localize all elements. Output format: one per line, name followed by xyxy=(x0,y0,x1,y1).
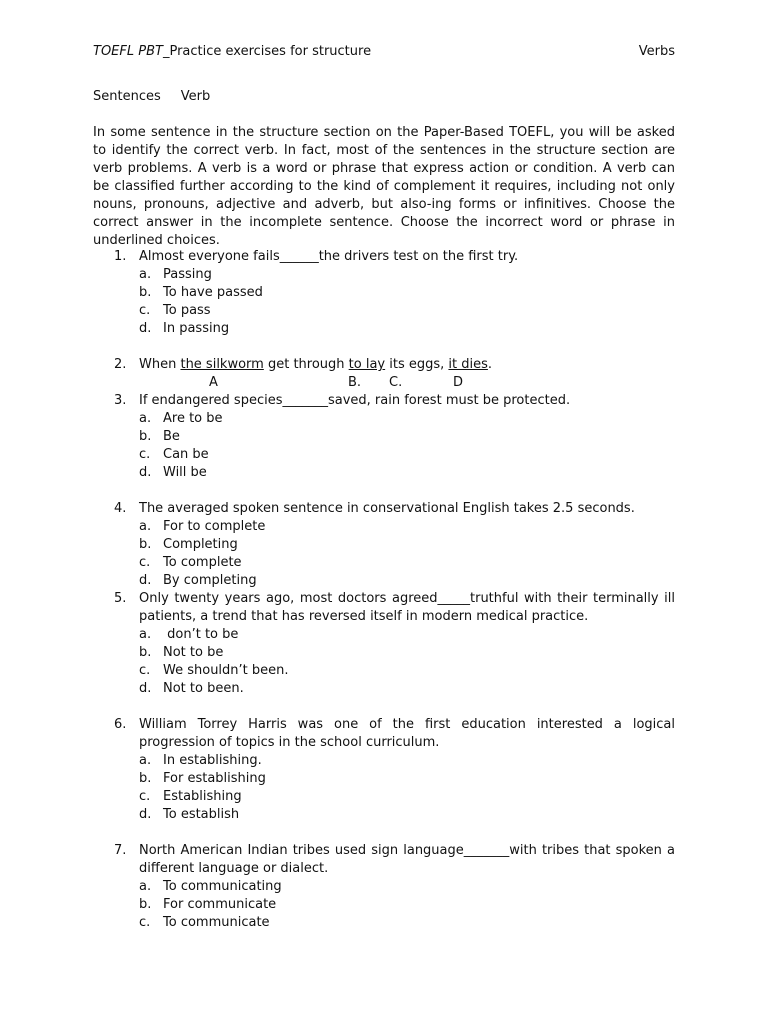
option-text: Establishing xyxy=(163,789,242,804)
question-number: 4. xyxy=(114,501,127,516)
question-3 xyxy=(114,392,675,482)
choice-letter-a: A xyxy=(209,375,218,390)
question-7 xyxy=(114,842,675,932)
option-text: don’t to be xyxy=(163,627,239,642)
option-text: Not to been. xyxy=(163,681,244,696)
option-c xyxy=(139,662,675,680)
option-list xyxy=(139,626,675,698)
option-b xyxy=(139,428,675,446)
question-text: If endangered species_______saved, rain forest must be protected. xyxy=(139,393,571,408)
question-text: Almost everyone fails______the drivers test on the first try. xyxy=(139,249,519,264)
option-letter: d. xyxy=(139,321,152,336)
text-part: its eggs, xyxy=(385,357,449,372)
option-d xyxy=(139,572,675,590)
question-number: 6. xyxy=(114,717,127,732)
spacer xyxy=(0,824,768,842)
header-title-italic: TOEFL PBT xyxy=(93,44,163,59)
option-text: In passing xyxy=(163,321,230,336)
text-part: . xyxy=(487,357,493,372)
option-letter: a. xyxy=(139,879,152,894)
option-a xyxy=(139,626,675,644)
option-c xyxy=(139,788,675,806)
question-4 xyxy=(114,500,675,590)
option-a xyxy=(139,878,675,896)
option-a xyxy=(139,518,675,536)
option-list xyxy=(139,410,675,482)
choice-letters-row xyxy=(139,374,675,392)
option-letter: c. xyxy=(139,447,151,462)
option-letter: b. xyxy=(139,771,152,786)
option-letter: b. xyxy=(139,285,152,300)
option-text: To pass xyxy=(163,303,211,318)
option-list xyxy=(139,752,675,824)
option-letter: d. xyxy=(139,681,152,696)
option-text: Completing xyxy=(163,537,238,552)
question-number: 2. xyxy=(114,357,127,372)
option-letter: b. xyxy=(139,897,152,912)
option-c xyxy=(139,914,675,932)
choice-letter-b: B. xyxy=(348,375,362,390)
option-text: Be xyxy=(163,429,180,444)
option-letter: a. xyxy=(139,627,152,642)
header-title xyxy=(93,44,371,59)
question-number: 1. xyxy=(114,249,127,264)
option-letter: a. xyxy=(139,519,152,534)
question-6 xyxy=(114,716,675,824)
question-number: 3. xyxy=(114,393,127,408)
option-letter: d. xyxy=(139,807,152,822)
subheading xyxy=(93,89,210,104)
question-text: North American Indian tribes used sign language_______with tribes that spoken a different language or dialect. xyxy=(139,843,675,876)
option-d xyxy=(139,806,675,824)
option-text: Will be xyxy=(163,465,207,480)
option-text: To complete xyxy=(163,555,242,570)
option-list xyxy=(139,518,675,590)
option-letter: a. xyxy=(139,267,152,282)
option-b xyxy=(139,284,675,302)
option-c xyxy=(139,302,675,320)
option-text: For communicate xyxy=(163,897,277,912)
option-text: To communicating xyxy=(163,879,282,894)
option-letter: b. xyxy=(139,429,152,444)
question-list xyxy=(0,248,768,932)
option-c xyxy=(139,554,675,572)
option-d xyxy=(139,464,675,482)
option-text: To have passed xyxy=(163,285,263,300)
option-d xyxy=(139,320,675,338)
choice-letter-d: D xyxy=(453,375,464,390)
option-text: For to complete xyxy=(163,519,266,534)
option-letter: c. xyxy=(139,555,151,570)
option-text: By completing xyxy=(163,573,257,588)
question-2 xyxy=(114,356,675,392)
option-a xyxy=(139,266,675,284)
option-a xyxy=(139,752,675,770)
question-number: 7. xyxy=(114,843,127,858)
spacer xyxy=(0,698,768,716)
text-part: get through xyxy=(263,357,349,372)
option-letter: c. xyxy=(139,789,151,804)
underlined-choice-a: the silkworm xyxy=(180,357,264,372)
header-topic: Verbs xyxy=(638,44,675,59)
option-letter: b. xyxy=(139,537,152,552)
underlined-choice-c: it dies xyxy=(448,357,488,372)
option-letter: b. xyxy=(139,645,152,660)
intro-paragraph: In some sentence in the structure section on the Paper-Based TOEFL, you will be asked to identify the correct verb. In fact, most of the sentences in the structure section are verb problems. A verb is a word or phrase that express action or condition. A verb can be classified further according to the kind of complement it requires, including not only nouns, pronouns, adjective and adverb, but also-ing forms or infinitives. Choose the correct answer in the incomplete sentence. Choose the incorrect word or phrase in underlined choices. xyxy=(93,125,675,248)
subheading-col1: Sentences xyxy=(93,89,161,104)
option-text: We shouldn’t been. xyxy=(163,663,289,678)
option-b xyxy=(139,536,675,554)
option-text: Passing xyxy=(163,267,212,282)
option-list xyxy=(139,266,675,338)
option-d xyxy=(139,680,675,698)
option-letter: a. xyxy=(139,411,152,426)
header-title-rest: _Practice exercises for structure xyxy=(162,44,372,59)
text-part: When xyxy=(139,357,181,372)
question-text xyxy=(139,356,675,374)
option-b xyxy=(139,644,675,662)
option-letter: d. xyxy=(139,465,152,480)
option-c xyxy=(139,446,675,464)
option-text: Can be xyxy=(163,447,209,462)
option-list xyxy=(139,878,675,932)
question-number: 5. xyxy=(114,591,127,606)
underlined-choice-b: to lay xyxy=(348,357,386,372)
page-header xyxy=(93,44,675,59)
question-5 xyxy=(114,590,675,698)
option-text: To communicate xyxy=(163,915,270,930)
option-letter: c. xyxy=(139,915,151,930)
question-text: Only twenty years ago, most doctors agreed_____truthful with their terminally ill patients, a trend that has reversed itself in modern medical practice. xyxy=(139,591,675,624)
option-b xyxy=(139,896,675,914)
option-text: For establishing xyxy=(163,771,266,786)
subheading-col2: Verb xyxy=(180,89,211,104)
spacer xyxy=(0,482,768,500)
option-letter: d. xyxy=(139,573,152,588)
question-1 xyxy=(114,248,675,338)
option-text: Not to be xyxy=(163,645,224,660)
spacer xyxy=(0,338,768,356)
question-text: The averaged spoken sentence in conservational English takes 2.5 seconds. xyxy=(139,501,635,516)
option-a xyxy=(139,410,675,428)
option-text: In establishing. xyxy=(163,753,262,768)
option-text: To establish xyxy=(163,807,240,822)
option-text: Are to be xyxy=(163,411,223,426)
option-b xyxy=(139,770,675,788)
question-text: William Torrey Harris was one of the first education interested a logical progression of topics in the school curriculum. xyxy=(139,717,675,750)
choice-letter-c: C. xyxy=(389,375,403,390)
option-letter: a. xyxy=(139,753,152,768)
option-letter: c. xyxy=(139,303,151,318)
option-letter: c. xyxy=(139,663,151,678)
